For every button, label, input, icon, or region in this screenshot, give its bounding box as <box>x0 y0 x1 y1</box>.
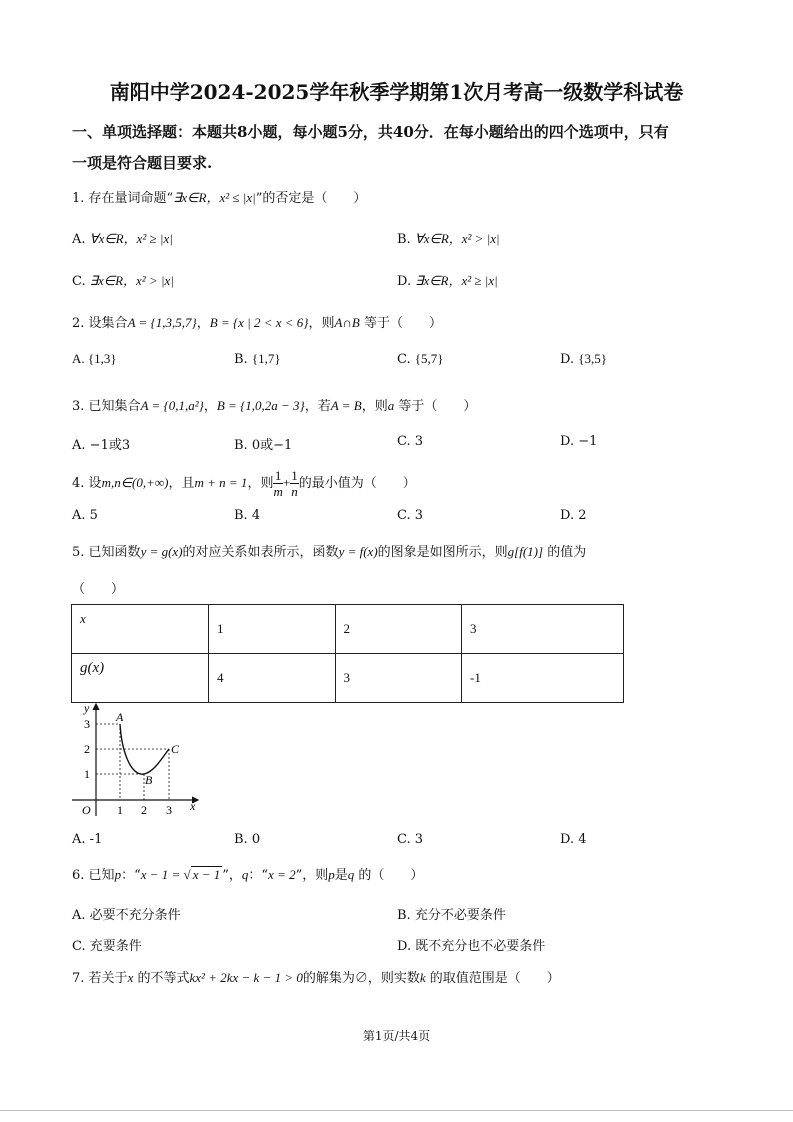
point-label-b: B <box>145 773 153 787</box>
question-3: 3. 已知集合A = {0,1,a²}，B = {1,0,2a − 3}，若A = B，则a 等于（ ） <box>72 398 477 414</box>
q4-option-a[interactable]: A. 5 <box>72 508 98 523</box>
y-tick-1: 1 <box>84 767 90 781</box>
q2-option-d[interactable]: D. {3,5} <box>560 351 607 367</box>
question-5-paren: （ ） <box>72 582 125 597</box>
table-cell: g(x) <box>72 654 209 703</box>
question-number: 1. <box>72 191 85 206</box>
q1-option-b[interactable]: B. ∀x∈R，x² > |x| <box>397 231 500 247</box>
q4-option-b[interactable]: B. 4 <box>234 508 261 523</box>
q6-option-c[interactable]: C. 充要条件 <box>72 939 142 954</box>
section-heading-line1: 一、单项选择题：本题共8小题，每小题5分，共40分．在每小题给出的四个选项中，只有 <box>72 123 669 141</box>
y-tick-3: 3 <box>84 717 90 731</box>
q4-option-c[interactable]: C. 3 <box>397 508 424 523</box>
table-row <box>72 654 624 703</box>
q3-option-d[interactable]: D. −1 <box>560 434 598 449</box>
q3-option-c[interactable]: C. 3 <box>397 434 424 449</box>
origin-label: O <box>82 803 91 817</box>
question-1: 1. 存在量词命题“∃x∈R，x² ≤ |x|”的否定是（ ） <box>72 190 367 206</box>
q2-option-a[interactable]: A. {1,3} <box>72 351 117 366</box>
question-6: 6. 已知p：“x − 1 = √ x − 1 ”，q：“x = 2”，则p是q 的（ ） <box>72 867 424 883</box>
q5-option-b[interactable]: B. 0 <box>234 832 261 847</box>
section-heading-line2: 一项是符合题目要求. <box>72 154 213 172</box>
question-4: 4. 设m,n∈(0,+∞)，且m + n = 1，则 $\frac{1}{m}$ + $\frac{1}{n}$ 的最小值为（ ） <box>72 468 416 499</box>
q1-option-d[interactable]: D. ∃x∈R，x² ≥ |x| <box>397 273 498 289</box>
point-label-c: C <box>171 742 180 756</box>
x-tick-2: 2 <box>141 803 147 817</box>
table-cell: 3 <box>462 605 624 654</box>
question-2: 2. 设集合A = {1,3,5,7}，B = {x | 2 < x < 6}，则A∩B 等于（ ） <box>72 315 442 331</box>
question-5: 5. 已知函数y = g(x)的对应关系如表所示，函数y = f(x)的图象是如图所示，则g[f(1)] 的值为 <box>72 544 587 560</box>
page-title: 南阳中学2024-2025学年秋季学期第1次月考高一级数学科试卷 <box>109 80 684 104</box>
q5-option-d[interactable]: D. 4 <box>560 832 587 847</box>
table-cell: x <box>72 605 209 654</box>
q3-option-b[interactable]: B. 0或−1 <box>234 438 293 453</box>
table-cell: -1 <box>462 654 624 703</box>
fraction-1-over-m: $\frac{1}{m}$ <box>273 468 283 499</box>
function-f-graph <box>70 700 210 820</box>
question-7: 7. 若关于x 的不等式kx² + 2kx − k − 1 > 0的解集为∅，则实数k 的取值范围是（ ） <box>72 970 560 986</box>
table-cell: 2 <box>335 605 462 654</box>
x-axis-label: x <box>190 799 196 813</box>
q6-option-b[interactable]: B. 充分不必要条件 <box>397 908 506 923</box>
y-axis-label: y <box>84 701 90 715</box>
q6-option-d[interactable]: D. 既不充分也不必要条件 <box>397 939 546 954</box>
sqrt-expression: x − 1 <box>192 867 221 882</box>
g-function-table <box>71 604 624 703</box>
q3-option-a[interactable]: A. −1或3 <box>72 438 131 453</box>
table-cell: 1 <box>209 605 336 654</box>
q1-option-c[interactable]: C. ∃x∈R，x² > |x| <box>72 273 174 289</box>
bottom-divider <box>0 1110 793 1111</box>
point-label-a: A <box>116 710 124 724</box>
q1-option-a[interactable]: A. ∀x∈R，x² ≥ |x| <box>72 231 173 247</box>
page-footer: 第1页/共4页 <box>362 1029 431 1043</box>
table-cell: 4 <box>209 654 336 703</box>
q2-option-b[interactable]: B. {1,7} <box>234 351 281 367</box>
q2-option-c[interactable]: C. {5,7} <box>397 351 444 367</box>
table-cell: 3 <box>335 654 462 703</box>
q5-option-a[interactable]: A. -1 <box>72 832 103 847</box>
q6-option-a[interactable]: A. 必要不充分条件 <box>72 908 181 923</box>
math-expression: ∃x∈R，x² ≤ |x| <box>173 190 256 205</box>
x-tick-1: 1 <box>117 803 123 817</box>
y-tick-2: 2 <box>84 742 90 756</box>
table-row <box>72 605 624 654</box>
x-tick-3: 3 <box>166 803 172 817</box>
q5-option-c[interactable]: C. 3 <box>397 832 424 847</box>
fraction-1-over-n: $\frac{1}{n}$ <box>291 468 298 499</box>
q4-option-d[interactable]: D. 2 <box>560 508 587 523</box>
